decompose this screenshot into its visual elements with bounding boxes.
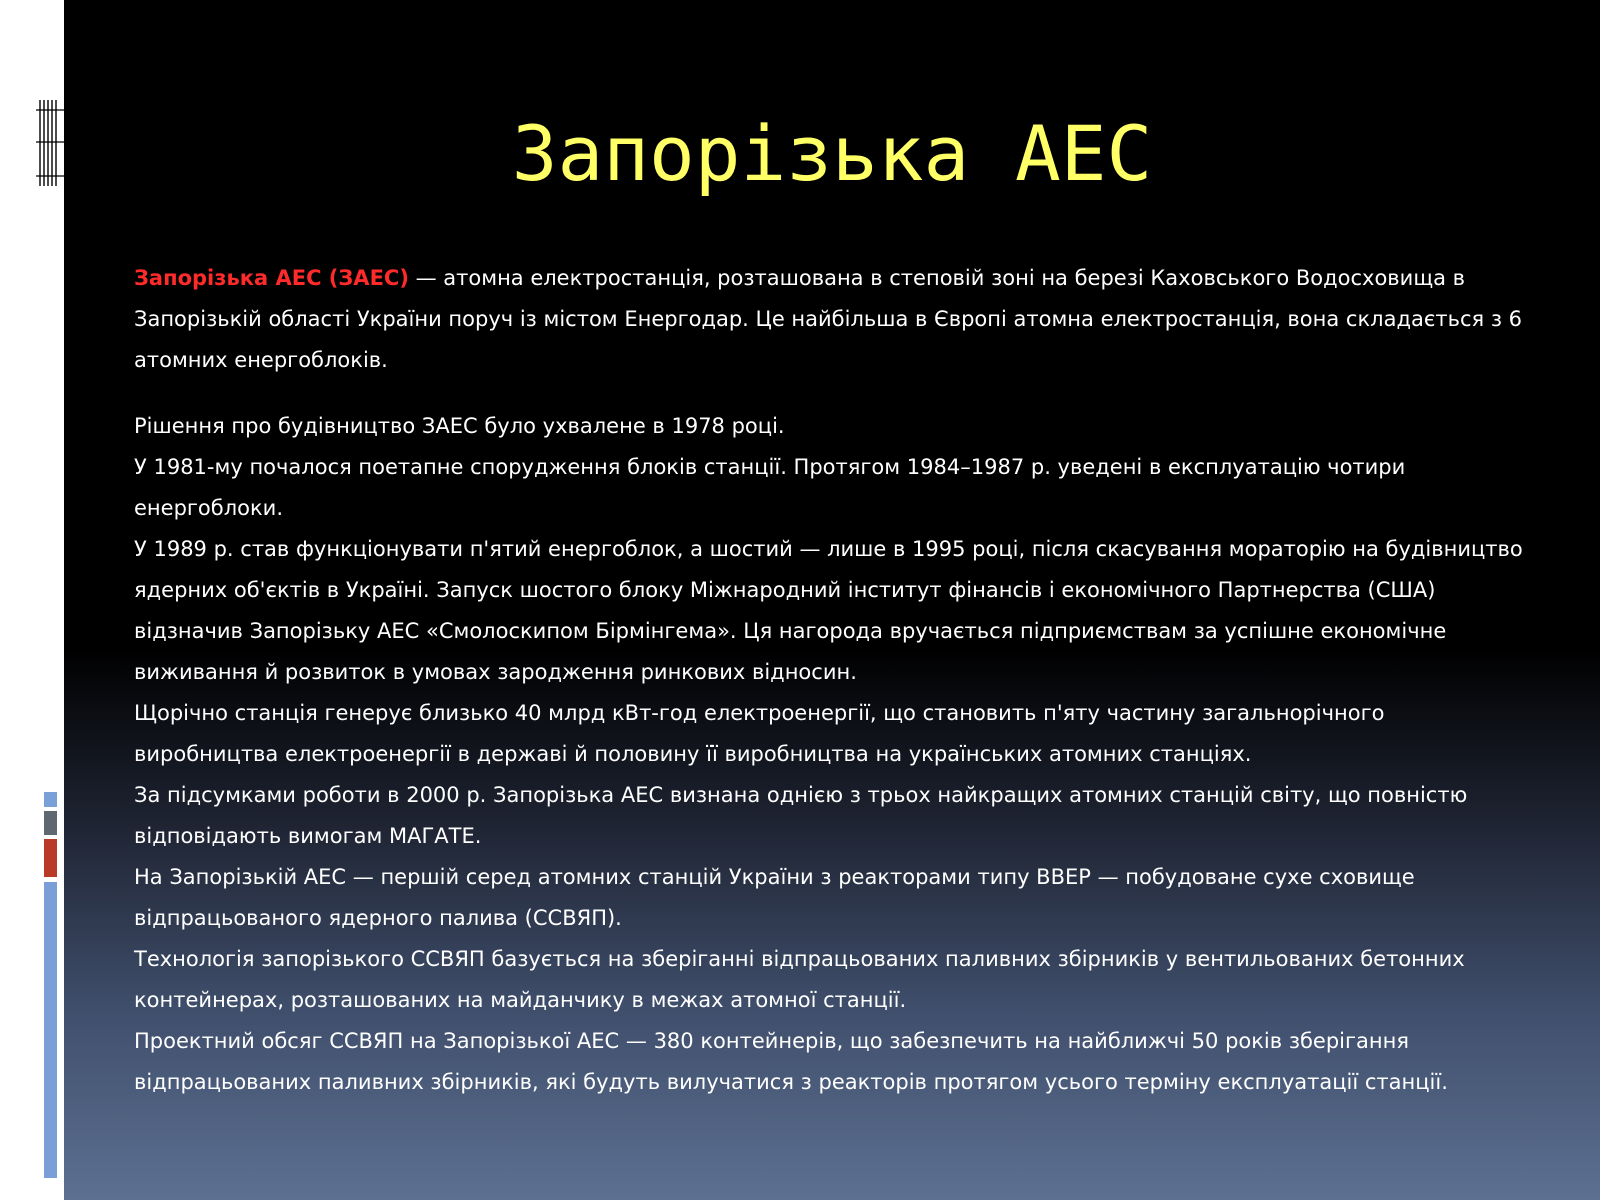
paragraph-iaea-recognition: За підсумками роботи в 2000 р. Запорізька АЕС визнана однією з трьох найкращих атомних станцій світу, що повністю відповідають вимогам МАГАТЕ. <box>134 783 1468 848</box>
paragraph-annual-generation: Щорічно станція генерує близько 40 млрд кВт-год електроенергії, що становить п'яту частину загальнорічного виробництва електроенергії в державі й половину її виробництва на українських атомних станціях. <box>134 701 1385 766</box>
slide-title: Запорізька АЕС <box>511 109 1153 198</box>
paragraph-construction-decision: Рішення про будівництво ЗАЕС було ухвалене в 1978 році. <box>134 414 785 438</box>
accent-bar-light-blue <box>44 792 57 807</box>
accent-bar-gray <box>44 811 57 835</box>
slide-body <box>134 258 1534 1103</box>
slide-content-area <box>64 0 1600 1200</box>
station-name-highlight: Запорізька АЕС (ЗАЕС) <box>134 266 409 290</box>
left-decoration-strip <box>0 0 64 1200</box>
paragraph-fifth-sixth-units: У 1989 р. став функціонувати п'ятий енергоблок, а шостий — лише в 1995 році, після скасування мораторію на будівництво ядерних об'єктів в Україні. Запуск шостого блоку Міжнародний інститут фінансів і економічного Партнерства (США) відзначив Запорізьку АЕС «Смолоскипом Бірмінгема». Ця нагорода вручається підприємствам за успішне економічне виживання й розвиток в умовах зародження ринкових відносин. <box>134 537 1523 684</box>
paragraph-dry-storage: На Запорізькій АЕС — першій серед атомних станцій України з реакторами типу ВВЕР — побудоване сухе сховище відпрацьованого ядерного палива (ССВЯП). <box>134 865 1415 930</box>
corner-lines-decoration <box>36 100 64 186</box>
intro-paragraph <box>134 258 1534 381</box>
paragraph-storage-technology: Технологія запорізького ССВЯП базується на зберіганні відпрацьованих паливних збірників у вентильованих бетонних контейнерах, розташованих на майданчику в межах атомної станції. <box>134 947 1465 1012</box>
paragraph-storage-capacity: Проектний обсяг ССВЯП на Запорізької АЕС — 380 контейнерів, що забезпечить на найближчі 50 років зберігання відпрацьованих паливних збірників, які будуть вилучатися з реакторів протягом усього терміну експлуатації станції. <box>134 1029 1448 1094</box>
intro-text: — атомна електростанція, розташована в степовій зоні на березі Каховського Водосховища в Запорізькій області України поруч із містом Енергодар. Це найбільша в Європі атомна електростанція, вона складається з 6 атомних енергоблоків. <box>134 266 1523 372</box>
paragraph-construction-start: У 1981-му почалося поетапне спорудження блоків станції. Протягом 1984–1987 р. уведені в експлуатацію чотири енергоблоки. <box>134 455 1406 520</box>
accent-bar-blue <box>44 882 57 1178</box>
accent-bar-red <box>44 839 57 877</box>
